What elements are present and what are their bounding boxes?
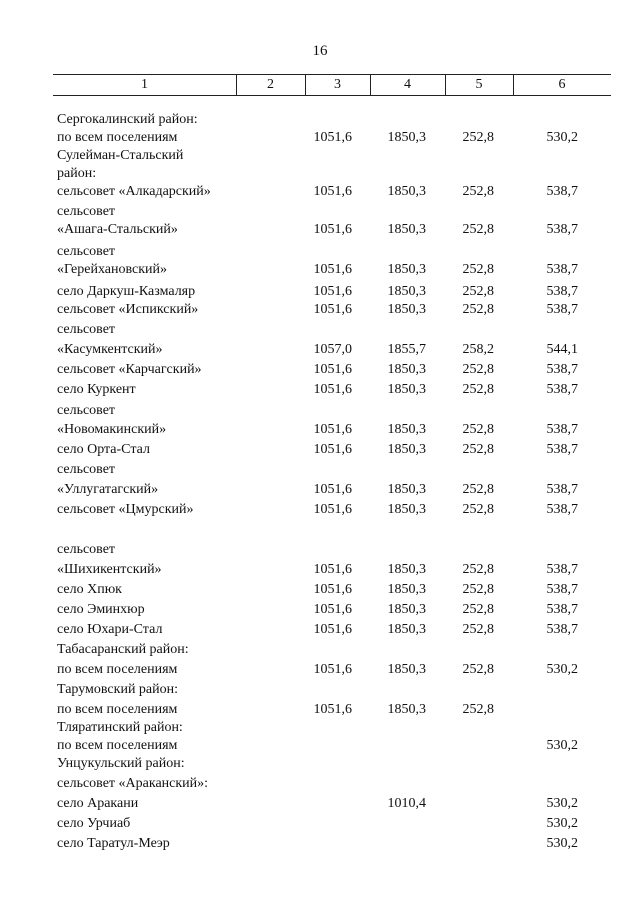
cell-col4: 1850,3 [387,622,426,637]
cell-col3: 1057,0 [313,342,352,357]
table-row [0,835,640,853]
row-label: Сулейман-Стальский [57,148,184,163]
row-label: село Урчиаб [57,816,131,831]
cell-col5: 252,8 [462,442,494,457]
cell-col3: 1051,6 [313,582,352,597]
cell-col5: 252,8 [462,582,494,597]
cell-col6: 530,2 [546,796,578,811]
cell-col4: 1850,3 [387,130,426,145]
row-label: по всем поселениям [57,130,178,145]
cell-col5: 252,8 [462,184,494,199]
cell-col3: 1051,6 [313,602,352,617]
cell-col6: 538,7 [546,442,578,457]
column-header: 5 [475,77,483,92]
row-label: село Хпюк [57,582,122,597]
cell-col6: 530,2 [546,662,578,677]
table-row [0,461,640,479]
cell-col6: 538,7 [546,582,578,597]
table-row [0,147,640,165]
row-label: по всем поселениям [57,702,178,717]
table-row [0,501,640,519]
cell-col5: 252,8 [462,482,494,497]
column-header: 6 [558,77,566,92]
column-header: 3 [334,77,341,92]
cell-col3: 1051,6 [313,362,352,377]
cell-col4: 1850,3 [387,602,426,617]
row-label: сельсовет [57,542,116,557]
cell-col5: 252,8 [462,362,494,377]
cell-col6: 538,7 [546,184,578,199]
table-row [0,795,640,813]
cell-col4: 1850,3 [387,662,426,677]
row-label: «Герейхановский» [57,262,167,277]
cell-col5: 252,8 [462,602,494,617]
cell-col6: 538,7 [546,284,578,299]
cell-col6: 538,7 [546,602,578,617]
cell-col6: 538,7 [546,362,578,377]
cell-col3: 1051,6 [313,662,352,677]
cell-col6: 538,7 [546,302,578,317]
cell-col6: 538,7 [546,222,578,237]
table-header [53,74,611,96]
row-label: по всем поселениям [57,662,178,677]
row-label: село Даркуш-Казмаляр [57,284,196,299]
cell-col6: 530,2 [546,738,578,753]
cell-col4: 1850,3 [387,502,426,517]
cell-col5: 252,8 [462,222,494,237]
cell-col6: 538,7 [546,622,578,637]
cell-col4: 1850,3 [387,284,426,299]
row-label: село Эминхюр [57,602,145,617]
page-number: 16 [312,43,328,59]
row-label: сельсовет [57,322,116,337]
row-label: сельсовет «Испикский» [57,302,199,317]
table-row [0,681,640,699]
cell-col3: 1051,6 [313,130,352,145]
table-row [0,381,640,399]
table-row [0,601,640,619]
cell-col4: 1850,3 [387,302,426,317]
table-row [0,203,640,221]
row-label: район: [57,166,97,181]
row-label: сельсовет [57,462,116,477]
cell-col4: 1850,3 [387,562,426,577]
row-label: сельсовет «Цмурский» [57,502,194,517]
table-row [0,815,640,833]
table-row [0,641,640,659]
row-label: сельсовет [57,244,116,259]
row-label: сельсовет [57,204,116,219]
table-row [0,243,640,261]
cell-col4: 1850,3 [387,184,426,199]
row-label: Унцукульский район: [57,756,185,771]
cell-col4: 1010,4 [387,796,426,811]
table-row [0,561,640,579]
cell-col6: 538,7 [546,502,578,517]
table-row [0,737,640,755]
table-row [0,775,640,793]
cell-col3: 1051,6 [313,502,352,517]
cell-col6: 544,1 [546,342,578,357]
cell-col6: 538,7 [546,382,578,397]
cell-col3: 1051,6 [313,222,352,237]
cell-col3: 1051,6 [313,622,352,637]
row-label: село Аракани [57,796,139,811]
cell-col4: 1850,3 [387,442,426,457]
table-row [0,283,640,301]
cell-col6: 538,7 [546,422,578,437]
cell-col4: 1850,3 [387,422,426,437]
column-header: 1 [141,77,148,92]
table-row [0,441,640,459]
row-label: Тарумовский район: [57,682,179,697]
table-row [0,661,640,679]
row-label: «Шихикентский» [57,562,162,577]
table-row [0,421,640,439]
cell-col5: 252,8 [462,562,494,577]
row-label: сельсовет «Араканский»: [57,776,209,791]
cell-col5: 258,2 [462,342,494,357]
cell-col4: 1850,3 [387,482,426,497]
table-row [0,361,640,379]
row-label: село Куркент [57,382,136,397]
cell-col4: 1850,3 [387,702,426,717]
cell-col3: 1051,6 [313,442,352,457]
cell-col5: 252,8 [462,262,494,277]
cell-col3: 1051,6 [313,284,352,299]
cell-col5: 252,8 [462,302,494,317]
row-label: Тляратинский район: [57,720,183,735]
row-label: село Орта-Стал [57,442,150,457]
table-row [0,541,640,559]
table-row [0,701,640,719]
table-row [0,261,640,279]
table-row [0,183,640,201]
cell-col4: 1850,3 [387,222,426,237]
cell-col3: 1051,6 [313,562,352,577]
column-header: 4 [404,77,411,92]
table-row [0,221,640,239]
table-row [0,321,640,339]
cell-col5: 252,8 [462,130,494,145]
table-row [0,129,640,147]
cell-col3: 1051,6 [313,302,352,317]
table-row [0,719,640,737]
cell-col3: 1051,6 [313,702,352,717]
cell-col3: 1051,6 [313,382,352,397]
cell-col4: 1850,3 [387,362,426,377]
cell-col4: 1850,3 [387,382,426,397]
row-label: село Юхари-Стал [57,622,163,637]
cell-col5: 252,8 [462,662,494,677]
table-row [0,621,640,639]
row-label: «Уллугатагский» [57,482,159,497]
cell-col6: 530,2 [546,130,578,145]
cell-col3: 1051,6 [313,184,352,199]
table-row [0,341,640,359]
table-row [0,481,640,499]
row-label: по всем поселениям [57,738,178,753]
cell-col6: 538,7 [546,262,578,277]
cell-col3: 1051,6 [313,262,352,277]
cell-col5: 252,8 [462,422,494,437]
cell-col4: 1855,7 [387,342,426,357]
row-label: сельсовет «Алкадарский» [57,184,211,199]
cell-col5: 252,8 [462,502,494,517]
cell-col6: 538,7 [546,482,578,497]
table-row [0,301,640,319]
column-header: 2 [267,77,274,92]
row-label: «Ашага-Стальский» [57,222,178,237]
row-label: «Новомакинский» [57,422,167,437]
cell-col6: 530,2 [546,816,578,831]
cell-col6: 530,2 [546,836,578,851]
cell-col6: 538,7 [546,562,578,577]
cell-col5: 252,8 [462,702,494,717]
cell-col3: 1051,6 [313,482,352,497]
row-label: Табасаранский район: [57,642,189,657]
row-label: село Таратул-Меэр [57,836,170,851]
cell-col4: 1850,3 [387,262,426,277]
table-row [0,111,640,129]
row-label: «Касумкентский» [57,342,163,357]
table-row [0,581,640,599]
cell-col3: 1051,6 [313,422,352,437]
table-row [0,755,640,773]
table-row [0,402,640,420]
cell-col5: 252,8 [462,284,494,299]
row-label: сельсовет «Карчагский» [57,362,202,377]
table-row [0,165,640,183]
cell-col4: 1850,3 [387,582,426,597]
cell-col5: 252,8 [462,622,494,637]
row-label: сельсовет [57,403,116,418]
cell-col5: 252,8 [462,382,494,397]
row-label: Сергокалинский район: [57,112,198,127]
